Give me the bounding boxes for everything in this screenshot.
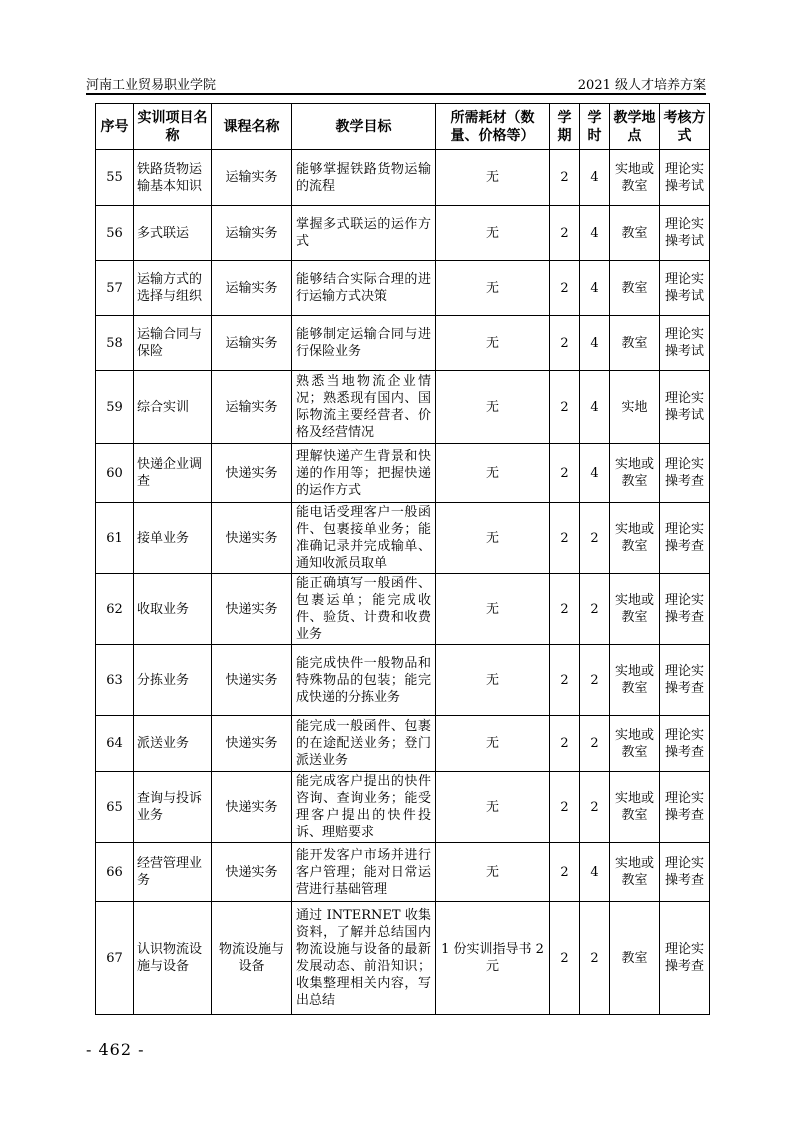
- row-course: 快递实务: [212, 645, 292, 716]
- row-term: 2: [550, 716, 580, 772]
- row-goal: 能电话受理客户一般函件、包裹接单业务；能准确记录并完成输单、通知收派员取单: [292, 503, 436, 574]
- row-goal: 通过 INTERNET 收集资料，了解并总结国内物流设施与设备的最新发展动态、前沿知识；收集整理相关内容，写出总结: [292, 902, 436, 1015]
- row-hours: 2: [580, 772, 610, 843]
- row-term: 2: [550, 645, 580, 716]
- row-hours: 2: [580, 503, 610, 574]
- row-goal: 掌握多式联运的运作方式: [292, 206, 436, 261]
- col-header-place: 教学地点: [610, 104, 660, 150]
- row-assess: 理论实操考试: [660, 371, 710, 444]
- row-assess: 理论实操考查: [660, 503, 710, 574]
- header-doc-title: 2021 级人才培养方案: [577, 78, 706, 93]
- row-term: 2: [550, 261, 580, 316]
- row-course: 快递实务: [212, 843, 292, 902]
- row-material: 无: [436, 371, 550, 444]
- table-row: [96, 371, 710, 444]
- row-goal: 理解快递产生背景和快递的作用等；把握快递的运作方式: [292, 444, 436, 503]
- row-goal: 能完成客户提出的快件咨询、查询业务；能受理客户提出的快件投诉、理赔要求: [292, 772, 436, 843]
- row-no: 63: [96, 645, 134, 716]
- row-course: 运输实务: [212, 206, 292, 261]
- row-term: 2: [550, 206, 580, 261]
- row-goal: 熟悉当地物流企业情况；熟悉现有国内、国际物流主要经营者、价格及经营情况: [292, 371, 436, 444]
- table-row: [96, 843, 710, 902]
- row-term: 2: [550, 316, 580, 371]
- table-row: [96, 444, 710, 503]
- row-place: 教室: [610, 902, 660, 1015]
- row-no: 64: [96, 716, 134, 772]
- row-place: 教室: [610, 206, 660, 261]
- row-name: 分拣业务: [134, 645, 212, 716]
- row-place: 实地或教室: [610, 574, 660, 645]
- row-material: 无: [436, 503, 550, 574]
- row-course: 快递实务: [212, 444, 292, 503]
- row-hours: 4: [580, 150, 610, 206]
- row-material: 1 份实训指导书 2 元: [436, 902, 550, 1015]
- col-header-course: 课程名称: [212, 104, 292, 150]
- row-hours: 4: [580, 444, 610, 503]
- row-material: 无: [436, 206, 550, 261]
- row-name: 铁路货物运输基本知识: [134, 150, 212, 206]
- col-header-name: 实训项目名称: [134, 104, 212, 150]
- row-material: 无: [436, 772, 550, 843]
- col-header-term: 学期: [550, 104, 580, 150]
- col-header-goal: 教学目标: [292, 104, 436, 150]
- row-name: 认识物流设施与设备: [134, 902, 212, 1015]
- row-no: 57: [96, 261, 134, 316]
- table-row: [96, 261, 710, 316]
- row-goal: 能够结合实际合理的进行运输方式决策: [292, 261, 436, 316]
- page-number: - 462 -: [86, 1040, 145, 1059]
- row-assess: 理论实操考查: [660, 843, 710, 902]
- row-hours: 4: [580, 206, 610, 261]
- row-no: 56: [96, 206, 134, 261]
- row-name: 派送业务: [134, 716, 212, 772]
- row-term: 2: [550, 371, 580, 444]
- row-no: 55: [96, 150, 134, 206]
- header-rule: [86, 93, 706, 95]
- row-place: 实地或教室: [610, 645, 660, 716]
- row-hours: 2: [580, 645, 610, 716]
- row-place: 教室: [610, 316, 660, 371]
- row-course: 运输实务: [212, 261, 292, 316]
- row-course: 运输实务: [212, 150, 292, 206]
- table-row: [96, 716, 710, 772]
- row-place: 教室: [610, 261, 660, 316]
- row-place: 实地或教室: [610, 772, 660, 843]
- row-hours: 4: [580, 261, 610, 316]
- col-header-assess: 考核方式: [660, 104, 710, 150]
- row-term: 2: [550, 843, 580, 902]
- row-name: 经营管理业务: [134, 843, 212, 902]
- row-hours: 2: [580, 716, 610, 772]
- row-no: 61: [96, 503, 134, 574]
- row-place: 实地或教室: [610, 503, 660, 574]
- row-material: 无: [436, 444, 550, 503]
- training-table: [95, 103, 710, 1015]
- row-goal: 能够掌握铁路货物运输的流程: [292, 150, 436, 206]
- page-header: [86, 74, 706, 92]
- row-course: 快递实务: [212, 574, 292, 645]
- row-place: 实地: [610, 371, 660, 444]
- row-material: 无: [436, 316, 550, 371]
- row-goal: 能正确填写一般函件、包裹运单；能完成收件、验货、计费和收费业务: [292, 574, 436, 645]
- col-header-material: 所需耗材（数量、价格等）: [436, 104, 550, 150]
- row-hours: 2: [580, 902, 610, 1015]
- table-header-row: [96, 104, 710, 150]
- row-goal: 能够制定运输合同与进行保险业务: [292, 316, 436, 371]
- table-row: [96, 503, 710, 574]
- row-assess: 理论实操考试: [660, 316, 710, 371]
- row-course: 运输实务: [212, 316, 292, 371]
- row-course: 快递实务: [212, 772, 292, 843]
- row-name: 查询与投诉业务: [134, 772, 212, 843]
- row-no: 65: [96, 772, 134, 843]
- row-place: 实地或教室: [610, 716, 660, 772]
- row-assess: 理论实操考查: [660, 772, 710, 843]
- col-header-hours: 学时: [580, 104, 610, 150]
- row-name: 接单业务: [134, 503, 212, 574]
- row-name: 运输合同与保险: [134, 316, 212, 371]
- row-name: 收取业务: [134, 574, 212, 645]
- row-no: 62: [96, 574, 134, 645]
- row-assess: 理论实操考查: [660, 574, 710, 645]
- row-assess: 理论实操考试: [660, 150, 710, 206]
- row-material: 无: [436, 574, 550, 645]
- row-assess: 理论实操考查: [660, 645, 710, 716]
- row-name: 综合实训: [134, 371, 212, 444]
- row-hours: 2: [580, 574, 610, 645]
- row-material: 无: [436, 261, 550, 316]
- row-place: 实地或教室: [610, 444, 660, 503]
- row-material: 无: [436, 645, 550, 716]
- table-row: [96, 206, 710, 261]
- row-place: 实地或教室: [610, 150, 660, 206]
- row-no: 67: [96, 902, 134, 1015]
- table-row: [96, 150, 710, 206]
- row-term: 2: [550, 772, 580, 843]
- row-hours: 4: [580, 316, 610, 371]
- row-course: 物流设施与设备: [212, 902, 292, 1015]
- row-name: 快递企业调查: [134, 444, 212, 503]
- row-goal: 能完成快件一般物品和特殊物品的包装；能完成快递的分拣业务: [292, 645, 436, 716]
- row-material: 无: [436, 716, 550, 772]
- row-no: 59: [96, 371, 134, 444]
- row-no: 60: [96, 444, 134, 503]
- table-row: [96, 772, 710, 843]
- col-header-no: 序号: [96, 104, 134, 150]
- row-no: 66: [96, 843, 134, 902]
- row-course: 快递实务: [212, 716, 292, 772]
- row-goal: 能开发客户市场并进行客户管理；能对日常运营进行基础管理: [292, 843, 436, 902]
- table-row: [96, 645, 710, 716]
- row-place: 实地或教室: [610, 843, 660, 902]
- row-material: 无: [436, 150, 550, 206]
- table-row: [96, 902, 710, 1015]
- row-hours: 4: [580, 843, 610, 902]
- header-school: 河南工业贸易职业学院: [86, 78, 217, 93]
- row-assess: 理论实操考查: [660, 902, 710, 1015]
- table-row: [96, 316, 710, 371]
- row-name: 运输方式的选择与组织: [134, 261, 212, 316]
- row-term: 2: [550, 503, 580, 574]
- row-name: 多式联运: [134, 206, 212, 261]
- row-goal: 能完成一般函件、包裹的在途配送业务；登门派送业务: [292, 716, 436, 772]
- row-assess: 理论实操考查: [660, 716, 710, 772]
- row-term: 2: [550, 150, 580, 206]
- row-no: 58: [96, 316, 134, 371]
- row-assess: 理论实操考试: [660, 261, 710, 316]
- row-course: 运输实务: [212, 371, 292, 444]
- row-assess: 理论实操考试: [660, 206, 710, 261]
- row-assess: 理论实操考查: [660, 444, 710, 503]
- row-material: 无: [436, 843, 550, 902]
- row-term: 2: [550, 444, 580, 503]
- table-row: [96, 574, 710, 645]
- row-hours: 4: [580, 371, 610, 444]
- row-term: 2: [550, 574, 580, 645]
- row-term: 2: [550, 902, 580, 1015]
- row-course: 快递实务: [212, 503, 292, 574]
